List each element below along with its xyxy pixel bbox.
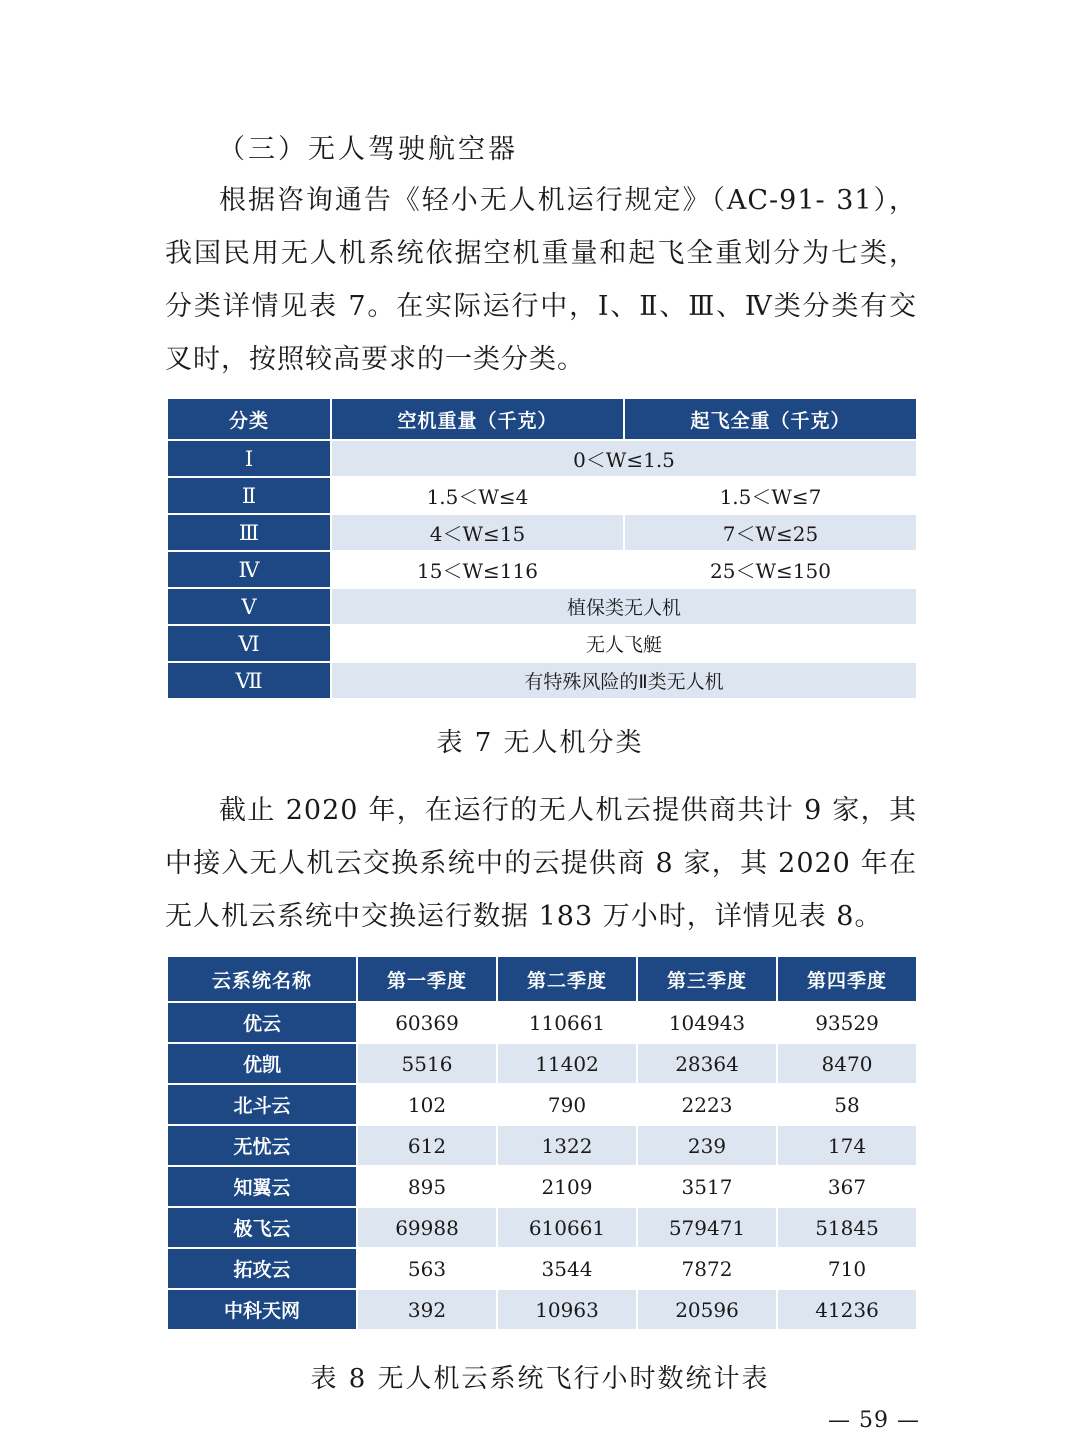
table7-merged-value: 无人飞艇 — [331, 625, 917, 662]
table8-q2: 610661 — [497, 1207, 637, 1248]
paragraph-2-text: 截止 2020 年，在运行的无人机云提供商共计 9 家，其中接入无人机云交换系统中的云提供商 8 家，其 2020 年在无人机云系统中交换运行数据 183 万小时，详情见表 8。 — [165, 795, 917, 932]
table8-header-name: 云系统名称 — [167, 956, 357, 1002]
table8-q1: 895 — [357, 1166, 497, 1207]
table7-takeoff-weight: 1.5＜W≤7 — [624, 477, 917, 514]
table8-q1: 5516 — [357, 1043, 497, 1084]
table8-row — [167, 1125, 917, 1166]
table8-q3: 2223 — [637, 1084, 777, 1125]
table8-q1: 60369 — [357, 1002, 497, 1043]
table8-cloud-name: 拓攻云 — [167, 1248, 357, 1289]
table8-q1: 69988 — [357, 1207, 497, 1248]
table8-cloud-name: 知翼云 — [167, 1166, 357, 1207]
table8-q2: 10963 — [497, 1289, 637, 1330]
table8-row — [167, 1207, 917, 1248]
table8-q4: 174 — [777, 1125, 917, 1166]
table7-row — [167, 551, 917, 588]
table8-row — [167, 1166, 917, 1207]
table8-q2: 790 — [497, 1084, 637, 1125]
table8-q3: 7872 — [637, 1248, 777, 1289]
table8-caption: 表 8 无人机云系统飞行小时数统计表 — [310, 1364, 770, 1394]
table7-class: Ⅵ — [167, 625, 331, 662]
table8-q4: 93529 — [777, 1002, 917, 1043]
table8-q3: 104943 — [637, 1002, 777, 1043]
table7-header-empty-weight: 空机重量（千克） — [331, 398, 624, 440]
table7-row — [167, 440, 917, 477]
table8-q1: 102 — [357, 1084, 497, 1125]
table7-header-row — [167, 398, 917, 440]
table7-row — [167, 477, 917, 514]
table7-class: Ⅴ — [167, 588, 331, 625]
table7-empty-weight: 4＜W≤15 — [331, 514, 624, 551]
table8-header-q4: 第四季度 — [777, 956, 917, 1002]
table8-q4: 58 — [777, 1084, 917, 1125]
table7-row — [167, 662, 917, 699]
paragraph-classification — [165, 174, 917, 386]
table7-class: Ⅱ — [167, 477, 331, 514]
table8-q4: 8470 — [777, 1043, 917, 1084]
table8-q3: 579471 — [637, 1207, 777, 1248]
table7-row — [167, 514, 917, 551]
table7-merged-value: 0＜W≤1.5 — [331, 440, 917, 477]
section-heading: （三）无人驾驶航空器 — [218, 134, 518, 165]
table8-q3: 28364 — [637, 1043, 777, 1084]
table8-q4: 41236 — [777, 1289, 917, 1330]
table8-q1: 612 — [357, 1125, 497, 1166]
table8-q2: 1322 — [497, 1125, 637, 1166]
table8-q4: 710 — [777, 1248, 917, 1289]
table8-q2: 2109 — [497, 1166, 637, 1207]
uav-classification-table — [166, 397, 918, 700]
table7-takeoff-weight: 7＜W≤25 — [624, 514, 917, 551]
table7-class: Ⅲ — [167, 514, 331, 551]
table8-q3: 20596 — [637, 1289, 777, 1330]
table8-row — [167, 1043, 917, 1084]
table8-q2: 3544 — [497, 1248, 637, 1289]
table8-row — [167, 1002, 917, 1043]
page-number: — 59 — — [828, 1408, 920, 1433]
table8-cloud-name: 中科天网 — [167, 1289, 357, 1330]
table7-class: Ⅶ — [167, 662, 331, 699]
table7-merged-value: 有特殊风险的Ⅱ类无人机 — [331, 662, 917, 699]
table7-header-class: 分类 — [167, 398, 331, 440]
table8-cloud-name: 无忧云 — [167, 1125, 357, 1166]
table7-header-takeoff-weight: 起飞全重（千克） — [624, 398, 917, 440]
table8-header-q3: 第三季度 — [637, 956, 777, 1002]
table8-q4: 367 — [777, 1166, 917, 1207]
table8-row — [167, 1289, 917, 1330]
table8-row — [167, 1084, 917, 1125]
table8-q1: 392 — [357, 1289, 497, 1330]
table8-q3: 3517 — [637, 1166, 777, 1207]
table7-row — [167, 588, 917, 625]
table8-cloud-name: 北斗云 — [167, 1084, 357, 1125]
table8-header-q1: 第一季度 — [357, 956, 497, 1002]
table7-caption: 表 7 无人机分类 — [436, 728, 644, 758]
table7-merged-value: 植保类无人机 — [331, 588, 917, 625]
table8-q3: 239 — [637, 1125, 777, 1166]
table8-header-q2: 第二季度 — [497, 956, 637, 1002]
table7-class: Ⅳ — [167, 551, 331, 588]
table7-takeoff-weight: 25＜W≤150 — [624, 551, 917, 588]
paragraph-1-text: 根据咨询通告《轻小无人机运行规定》（AC-91- 31），我国民用无人机系统依据空机重量和起飞全重划分为七类，分类详情见表 7。在实际运行中，Ⅰ、Ⅱ、Ⅲ、Ⅳ类分类有交叉时，按照较高要求的一类分类。 — [165, 185, 917, 375]
table8-q4: 51845 — [777, 1207, 917, 1248]
table8-q2: 11402 — [497, 1043, 637, 1084]
table8-cloud-name: 优云 — [167, 1002, 357, 1043]
table8-q2: 110661 — [497, 1002, 637, 1043]
table7-row — [167, 625, 917, 662]
cloud-flight-hours-table — [166, 955, 918, 1331]
table7-empty-weight: 15＜W≤116 — [331, 551, 624, 588]
table8-cloud-name: 优凯 — [167, 1043, 357, 1084]
table8-q1: 563 — [357, 1248, 497, 1289]
paragraph-cloud-providers — [165, 784, 917, 943]
table8-row — [167, 1248, 917, 1289]
table8-cloud-name: 极飞云 — [167, 1207, 357, 1248]
table7-empty-weight: 1.5＜W≤4 — [331, 477, 624, 514]
table8-header-row — [167, 956, 917, 1002]
table7-class: Ⅰ — [167, 440, 331, 477]
